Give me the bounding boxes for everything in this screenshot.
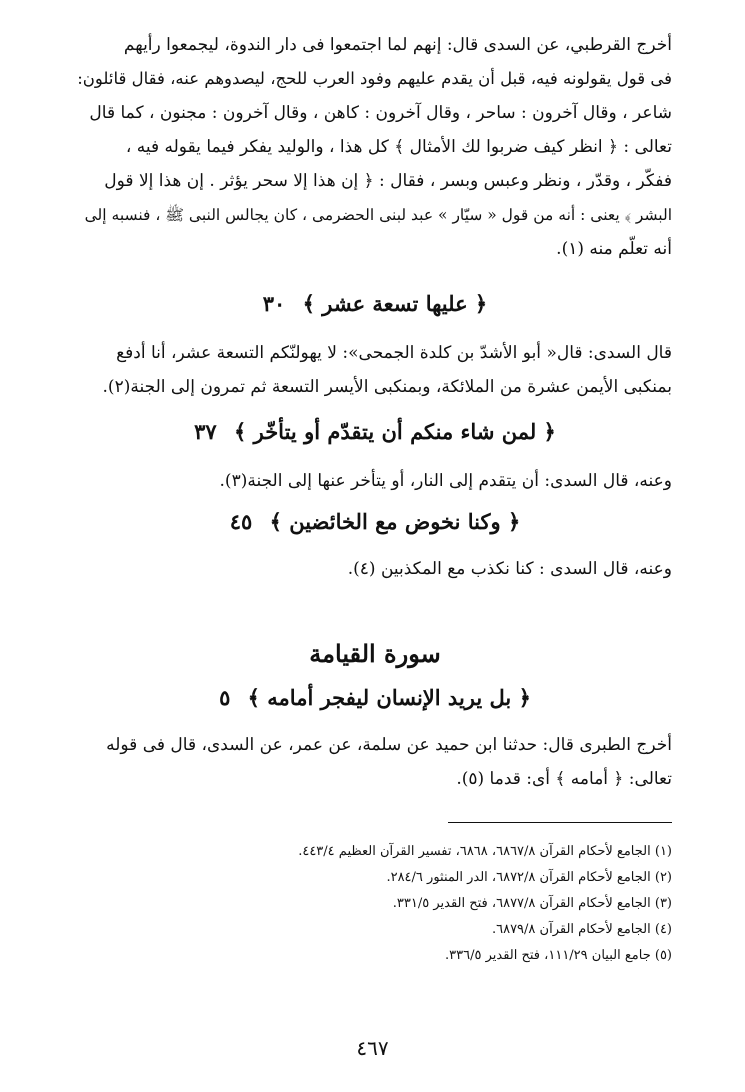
footnote: (١) الجامع لأحكام القرآن ٦٨٦٧/٨، ٦٨٦٨، تفسير القرآن العظيم ٤٤٣/٤. [298,844,672,859]
paragraph-line: تعالى : ﴿ انظر كيف ضربوا لك الأمثال ﴾ كل هذا ، والوليد يفكر فيما يقوله فيه ، [125,137,672,157]
paragraph-line: أنه تعلّم منه (١). [556,239,672,259]
verse-text: ﴿ بل يريد الإنسان ليفجر أمامه ﴾ [247,685,531,710]
paragraph-line: ففكّر ، وقدّر ، ونظر وعبس وبسر ، فقال : ﴿ إن هذا إلا سحر يؤثر . إن هذا إلا قول [104,171,672,191]
paragraph-line: البشر ﴾ يعنى : أنه من قول « سيّار » عبد لبنى الحضرمى ، كان يجالس النبى ﷺ ، فنسبه إلى [84,206,672,224]
verse-number: ٥ [219,685,231,710]
footnote: (٣) الجامع لأحكام القرآن ٦٨٧٧/٨، فتح القدير ٣٣١/٥. [392,896,672,911]
paragraph-line: شاعر ، وقال آخرون : ساحر ، وقال آخرون : كاهن ، وقال آخرون : مجنون ، كما قال [89,103,672,123]
paragraph-line: وعنه، قال السدى : كنا نكذب مع المكذبين (٤). [347,559,672,579]
verse-text: ﴿ لمن شاء منكم أن يتقدّم أو يتأخّر ﴾ [234,419,556,444]
paragraph-line: فى قول يقولونه فيه، قبل أن يقدم عليهم وفود العرب للحج، ليصدوهم عنه، فقال قائلون: [77,69,672,88]
verse-number: ٣٧ [194,419,217,444]
footnote: (٥) جامع البيان ١١١/٢٩، فتح القدير ٣٣٦/٥. [445,948,672,963]
footnote: (٤) الجامع لأحكام القرآن ٦٨٧٩/٨. [491,922,672,937]
paragraph-line: وعنه، قال السدى: أن يتقدم إلى النار، أو يتأخر عنها إلى الجنة(٣). [219,471,672,491]
footnote-divider [448,822,672,823]
verse-number: ٤٥ [229,509,253,534]
surah-title: سورة القيامة [309,639,441,668]
verse-heading-37 [78,414,672,450]
footnote: (٢) الجامع لأحكام القرآن ٦٨٧٢/٨، الدر المنثور ٢٨٤/٦. [386,870,672,885]
paragraph-line: أخرج الطبرى قال: حدثنا ابن حميد عن سلمة، عن عمر، عن السدى، قال فى قوله [106,735,672,755]
verse-heading-45 [78,504,672,540]
page-number: ٤٦٧ [356,1036,389,1060]
verse-heading-30 [78,286,672,322]
verse-heading-5 [78,680,672,716]
paragraph-line: قال السدى: قال« أبو الأشدّ بن كلدة الجمحى»: لا يهولنّكم التسعة عشر، أنا أدفع [116,343,672,363]
paragraph-line: تعالى: ﴿ أمامه ﴾ أى: قدما (٥). [456,769,672,789]
paragraph-line: بمنكبى الأيمن عشرة من الملائكة، وبمنكبى الأيسر التسعة ثم تمرون إلى الجنة(٢). [102,377,672,397]
verse-text: ﴿ عليها تسعة عشر ﴾ [302,291,488,316]
verse-number: ٣٠ [262,291,286,316]
verse-text: ﴿ وكنا نخوض مع الخائضين ﴾ [269,509,521,534]
paragraph-line: أخرج القرطبي، عن السدى قال: إنهم لما اجتمعوا فى دار الندوة، ليجمعوا رأيهم [123,35,672,55]
